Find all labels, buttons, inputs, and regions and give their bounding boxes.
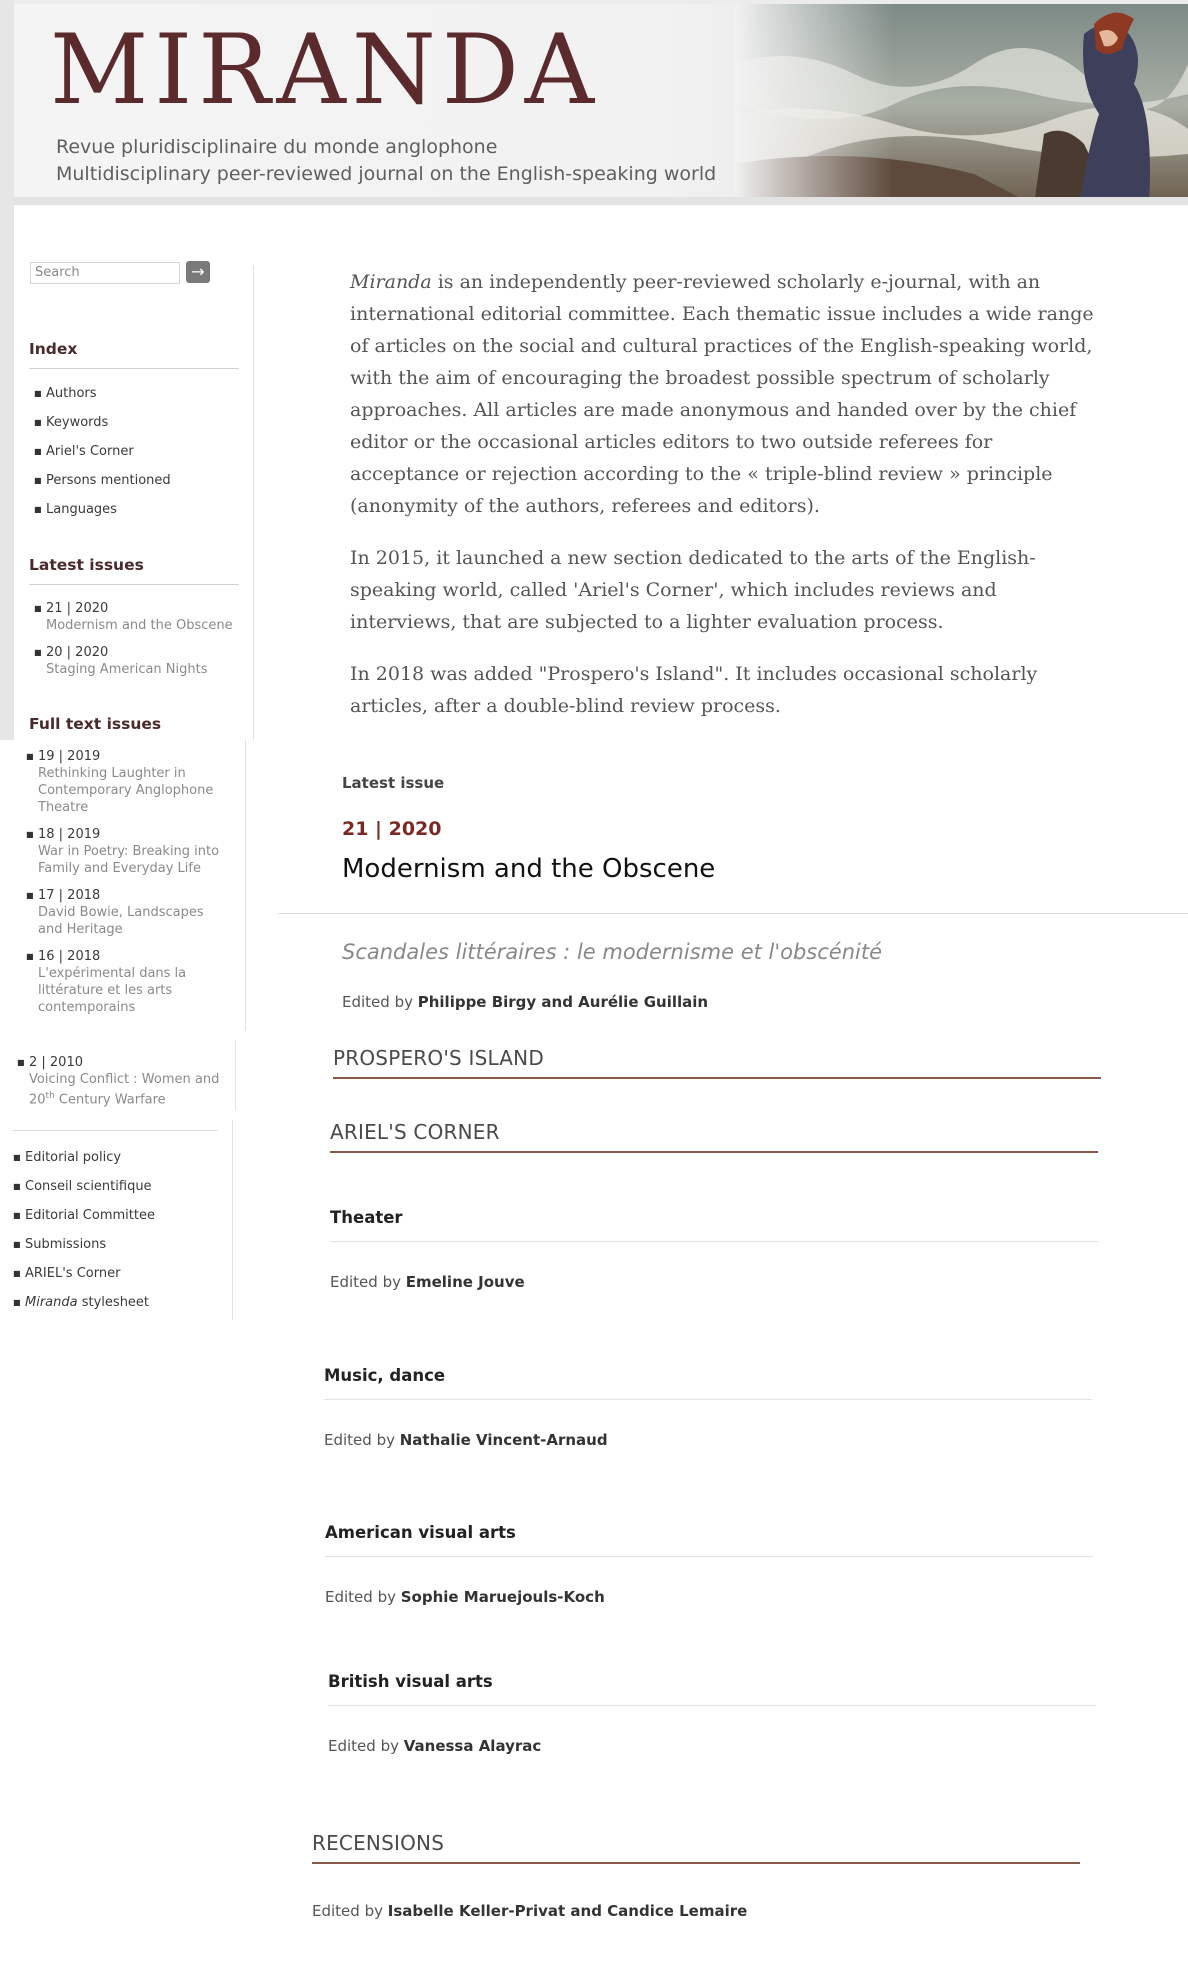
issue-title: Staging American Nights [46,662,208,677]
index-link-persons[interactable]: ■ Persons mentioned [30,472,171,489]
full-text-issue-item[interactable] [22,748,232,816]
section-recensions[interactable]: RECENSIONS [312,1831,1080,1864]
journal-description [350,266,1102,742]
left-margin-strip [0,0,14,740]
issue-number: 20 | 2020 [46,645,109,660]
issue-number: 18 | 2019 [38,827,101,842]
section-prospero-island[interactable]: PROSPERO'S ISLAND [333,1046,1101,1079]
issue-title: War in Poetry: Breaking into Family and Everyday Life [38,844,220,876]
latest-issue-label: Latest issue [342,774,445,792]
latest-issue-subtitle: Scandales littéraires : le modernisme et l'obscénité [342,940,883,964]
index-list [30,385,171,530]
index-link-keywords[interactable]: ■ Keywords [30,414,171,431]
sidebar-divider [253,266,254,740]
full-text-issue-item[interactable] [22,887,232,938]
rubric-british-visual-arts[interactable]: British visual arts [328,1672,1096,1706]
issue-number: 19 | 2019 [38,749,101,764]
issue-title: Voicing Conflict : Women and 20th Century Warfare [29,1072,220,1108]
rubric-american-visual-arts[interactable]: American visual arts [325,1523,1093,1557]
full-text-issues-heading: Full text issues [29,715,162,733]
issue-title: Rethinking Laughter in Contemporary Anglophone Theatre [38,766,214,815]
full-text-issue-item[interactable] [22,948,232,1016]
sidebar-divider-2 [245,740,246,1030]
site-logo-text[interactable]: MIRANDA [50,14,601,126]
full-text-issue-item[interactable] [22,826,232,877]
link-editorial-policy[interactable]: ■ Editorial policy [9,1149,155,1166]
painting-illustration [734,4,1188,205]
latest-issue-separator [278,913,1188,914]
latest-issues-heading: Latest issues [29,556,239,585]
index-heading: Index [29,340,239,369]
index-link-languages[interactable]: ■ Languages [30,501,171,518]
intro-paragraph-1: Miranda is an independently peer-reviewed scholarly e-journal, with an international editorial committee. Each thematic issue includes a wide range of articles on the social and cultural practices of the English-speaking world, with the aim of encouraging the broadest possible spectrum of scholarly approaches. All articles are made anonymous and handed over by the chief editor or the occasional articles editors to two outside referees for acceptance or rejection according to the « triple-blind review » principle (anonymity of the authors, referees and editors). [350,271,1094,517]
link-ariels-corner[interactable]: ■ ARIEL's Corner [9,1265,155,1282]
link-submissions[interactable]: ■ Submissions [9,1236,155,1253]
link-stylesheet[interactable]: ■ Miranda stylesheet [9,1294,155,1311]
rubric-british-visual-arts-editor: Edited by Vanessa Alayrac [328,1737,542,1755]
section-ariels-corner[interactable]: ARIEL'S CORNER [330,1120,1098,1153]
issue-number: 17 | 2018 [38,888,101,903]
link-conseil-scientifique[interactable]: ■ Conseil scientifique [9,1178,155,1195]
latest-issue-item[interactable] [30,600,233,634]
latest-issue-title[interactable]: Modernism and the Obscene [342,854,716,884]
search-input[interactable]: Search [30,262,180,284]
index-link-ariels-corner[interactable]: ■ Ariel's Corner [30,443,171,460]
issue-title: Modernism and the Obscene [46,618,233,633]
header-banner [14,4,1188,205]
latest-issues-list [30,600,233,688]
sidebar-separator [12,1130,218,1131]
tagline-fr: Revue pluridisciplinaire du monde anglophone [56,136,498,158]
intro-paragraph-2: In 2015, it launched a new section dedicated to the arts of the English-speaking world, called 'Ariel's Corner', which includes reviews and interviews, that are subjected to a lighter evaluation process. [350,547,1036,633]
link-editorial-committee[interactable]: ■ Editorial Committee [9,1207,155,1224]
sidebar-divider-4 [232,1120,233,1320]
rubric-american-visual-arts-editor: Edited by Sophie Maruejouls-Koch [325,1588,605,1606]
latest-issue-item[interactable] [30,644,233,678]
full-text-issue-item[interactable] [13,1054,223,1108]
rubric-theater[interactable]: Theater [330,1208,1098,1242]
intro-paragraph-3: In 2018 was added "Prospero's Island". It includes occasional scholarly articles, after a double-blind review process. [350,663,1038,717]
old-issues-list [13,1054,223,1118]
issue-number: 16 | 2018 [38,949,101,964]
rubric-music-dance[interactable]: Music, dance [324,1366,1092,1400]
search-submit-button[interactable]: → [186,261,210,283]
issue-title: L'expérimental dans la littérature et les arts contemporains [38,966,187,1015]
latest-issue-number[interactable]: 21 | 2020 [342,818,442,840]
rubric-theater-editor: Edited by Emeline Jouve [330,1273,525,1291]
rubric-music-dance-editor: Edited by Nathalie Vincent-Arnaud [324,1431,608,1449]
index-link-authors[interactable]: ■ Authors [30,385,171,402]
issue-title: David Bowie, Landscapes and Heritage [38,905,204,937]
issue-number: 21 | 2020 [46,601,109,616]
full-text-issues-list [22,748,232,1026]
sidebar-divider-3 [235,1040,236,1110]
tagline-en: Multidisciplinary peer-reviewed journal on the English-speaking world [56,163,717,185]
latest-issue-editors: Edited by Philippe Birgy and Aurélie Guillain [342,993,709,1011]
tagline [56,134,716,188]
site-links-list [9,1149,155,1323]
issue-number: 2 | 2010 [29,1055,83,1070]
recensions-editors: Edited by Isabelle Keller-Privat and Candice Lemaire [312,1902,748,1920]
